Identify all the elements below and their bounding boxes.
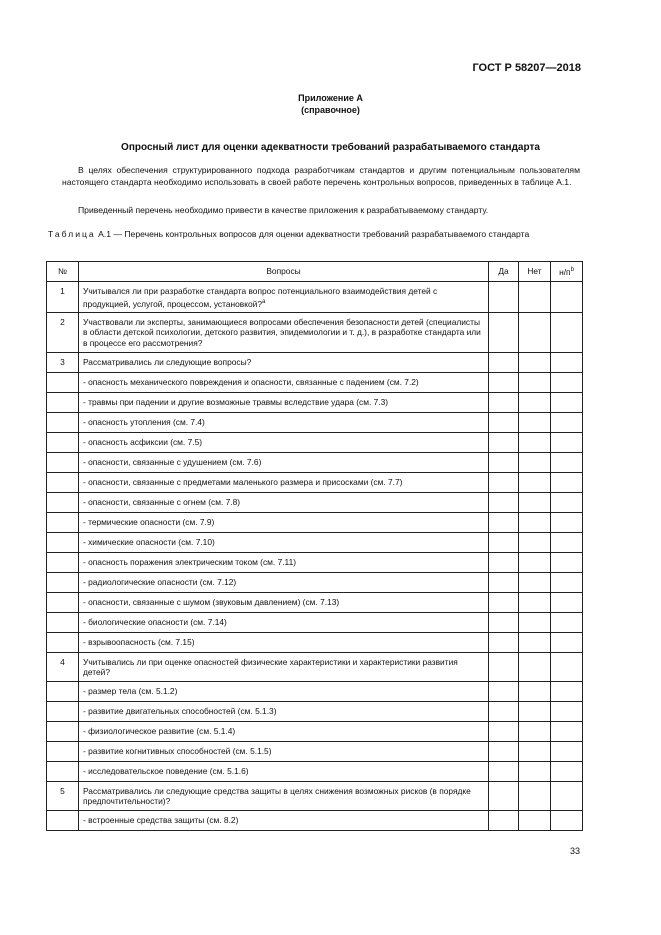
row-question: - взрывоопасность (см. 7.15): [79, 632, 489, 652]
row-question: - термические опасности (см. 7.9): [79, 512, 489, 532]
checklist-table: [46, 261, 583, 831]
row-question: - химические опасности (см. 7.10): [79, 532, 489, 552]
answer-cell-yes[interactable]: [489, 701, 519, 721]
table-row: [47, 412, 583, 432]
table-row: [47, 741, 583, 761]
appendix-heading: [0, 92, 661, 116]
answer-cell-yes[interactable]: [489, 412, 519, 432]
row-number: [47, 681, 79, 701]
table-row: [47, 392, 583, 412]
answer-cell-no[interactable]: [519, 721, 551, 741]
row-question: - радиологические опасности (см. 7.12): [79, 572, 489, 592]
row-question: - развитие двигательных способностей (см. 5.1.3): [79, 701, 489, 721]
answer-cell-yes[interactable]: [489, 592, 519, 612]
answer-cell-yes[interactable]: [489, 452, 519, 472]
table-row: [47, 761, 583, 781]
answer-cell-yes[interactable]: [489, 741, 519, 761]
row-question: Рассматривались ли следующие вопросы?: [79, 352, 489, 372]
answer-cell-na[interactable]: [551, 810, 583, 830]
row-number: [47, 592, 79, 612]
intro-paragraph-2: Приведенный перечень необходимо привести в качестве приложения к разрабатываемому стандарту.: [78, 205, 489, 215]
row-question: Учитывался ли при разработке стандарта вопрос потенциального взаимодействия детей с продукцией, услугой, процессом, установкой?$^a$: [79, 282, 489, 313]
row-number: [47, 432, 79, 452]
answer-cell-no[interactable]: [519, 741, 551, 761]
answer-cell-no[interactable]: [519, 512, 551, 532]
answer-cell-no[interactable]: [519, 552, 551, 572]
row-question: Учитывались ли при оценке опасностей физические характеристики и характеристики развития детей?: [79, 652, 489, 681]
table-row: [47, 282, 583, 313]
answer-cell-no[interactable]: [519, 372, 551, 392]
answer-cell-na[interactable]: [551, 652, 583, 681]
answer-cell-yes[interactable]: [489, 532, 519, 552]
table-row: [47, 810, 583, 830]
answer-cell-no[interactable]: [519, 392, 551, 412]
table-row: [47, 312, 583, 352]
row-number: [47, 572, 79, 592]
table-row: [47, 701, 583, 721]
table-row: [47, 432, 583, 452]
answer-cell-no[interactable]: [519, 592, 551, 612]
row-question: - опасности, связанные с предметами маленького размера и присосками (см. 7.7): [79, 472, 489, 492]
answer-cell-no[interactable]: [519, 312, 551, 352]
answer-cell-no[interactable]: [519, 781, 551, 810]
row-question: - опасность поражения электрическим током (см. 7.11): [79, 552, 489, 572]
answer-cell-na[interactable]: [551, 741, 583, 761]
row-question: - травмы при падении и другие возможные травмы вследствие удара (см. 7.3): [79, 392, 489, 412]
table-row: [47, 612, 583, 632]
row-question: - размер тела (см. 5.1.2): [79, 681, 489, 701]
table-row: [47, 492, 583, 512]
answer-cell-na[interactable]: [551, 392, 583, 412]
row-question: - опасности, связанные с шумом (звуковым давлением) (см. 7.13): [79, 592, 489, 612]
row-number: 5: [47, 781, 79, 810]
answer-cell-na[interactable]: [551, 452, 583, 472]
row-number: [47, 452, 79, 472]
table-header-row: [47, 262, 583, 282]
row-question: - развитие когнитивных способностей (см. 5.1.5): [79, 741, 489, 761]
answer-cell-no[interactable]: [519, 282, 551, 313]
table-row: [47, 552, 583, 572]
table-row: [47, 652, 583, 681]
appendix-title: Приложение А: [298, 93, 363, 103]
row-question: Участвовали ли эксперты, занимающиеся вопросами обеспечения безопасности детей (специалисты в области детской психологии, детского развития, эпидемиологии и т. д.), в разработке стандарта или в процессе его рассмотрения?: [79, 312, 489, 352]
row-number: 3: [47, 352, 79, 372]
answer-cell-no[interactable]: [519, 701, 551, 721]
answer-cell-na[interactable]: [551, 372, 583, 392]
answer-cell-no[interactable]: [519, 632, 551, 652]
answer-cell-no[interactable]: [519, 352, 551, 372]
answer-cell-na[interactable]: [551, 282, 583, 313]
answer-cell-yes[interactable]: [489, 282, 519, 313]
answer-cell-na[interactable]: [551, 552, 583, 572]
table-caption-prefix: Таблица: [48, 229, 96, 239]
answer-cell-na[interactable]: [551, 612, 583, 632]
table-row: [47, 452, 583, 472]
row-number: [47, 810, 79, 830]
row-question: Рассматривались ли следующие средства защиты в целях снижения возможных рисков (в порядке предпочтительности)?: [79, 781, 489, 810]
answer-cell-yes[interactable]: [489, 372, 519, 392]
row-number: [47, 761, 79, 781]
answer-cell-na[interactable]: [551, 721, 583, 741]
row-number: 2: [47, 312, 79, 352]
answer-cell-na[interactable]: [551, 781, 583, 810]
answer-cell-yes[interactable]: [489, 781, 519, 810]
table-row: [47, 572, 583, 592]
answer-cell-no[interactable]: [519, 681, 551, 701]
answer-cell-yes[interactable]: [489, 721, 519, 741]
row-number: [47, 532, 79, 552]
answer-cell-no[interactable]: [519, 652, 551, 681]
answer-cell-no[interactable]: [519, 432, 551, 452]
table-row: [47, 372, 583, 392]
answer-cell-na[interactable]: [551, 312, 583, 352]
table-caption: [48, 229, 583, 241]
answer-cell-na[interactable]: [551, 592, 583, 612]
page-number: 33: [569, 846, 580, 856]
answer-cell-no[interactable]: [519, 412, 551, 432]
table-row: [47, 532, 583, 552]
answer-cell-na[interactable]: [551, 572, 583, 592]
table-row: [47, 512, 583, 532]
row-number: [47, 552, 79, 572]
answer-cell-na[interactable]: [551, 681, 583, 701]
row-number: [47, 412, 79, 432]
document-code: ГОСТ Р 58207—2018: [472, 62, 581, 74]
answer-cell-yes[interactable]: [489, 432, 519, 452]
answer-cell-yes[interactable]: [489, 492, 519, 512]
table-row: [47, 352, 583, 372]
header-num: №: [47, 262, 79, 282]
answer-cell-yes[interactable]: [489, 572, 519, 592]
answer-cell-na[interactable]: [551, 432, 583, 452]
header-na: $н/п^b$: [551, 262, 583, 282]
answer-cell-no[interactable]: [519, 612, 551, 632]
row-number: 1: [47, 282, 79, 313]
table-row: [47, 632, 583, 652]
document-title: Опросный лист для оценки адекватности требований разрабатываемого стандарта: [121, 142, 540, 153]
header-no: Нет: [519, 262, 551, 282]
answer-cell-yes[interactable]: [489, 352, 519, 372]
answer-cell-yes[interactable]: [489, 552, 519, 572]
intro-paragraph-1: В целях обеспечения структурированного подхода разработчикам стандартов и другим потенциальным пользователям настоящего стандарта необходимо использовать в своей работе перечень контрольных вопросов, приведенных в таблице А.1.: [62, 165, 580, 187]
table-row: [47, 781, 583, 810]
row-number: [47, 472, 79, 492]
answer-cell-no[interactable]: [519, 761, 551, 781]
answer-cell-no[interactable]: [519, 452, 551, 472]
answer-cell-no[interactable]: [519, 492, 551, 512]
row-question: - опасности, связанные с удушением (см. 7.6): [79, 452, 489, 472]
row-number: 4: [47, 652, 79, 681]
row-number: [47, 492, 79, 512]
answer-cell-na[interactable]: [551, 532, 583, 552]
row-question: - опасности, связанные с огнем (см. 7.8): [79, 492, 489, 512]
answer-cell-na[interactable]: [551, 761, 583, 781]
row-number: [47, 512, 79, 532]
footnote-marker: a: [262, 298, 266, 305]
answer-cell-yes[interactable]: [489, 612, 519, 632]
row-number: [47, 632, 79, 652]
row-number: [47, 701, 79, 721]
table-row: [47, 472, 583, 492]
row-number: [47, 612, 79, 632]
row-number: [47, 372, 79, 392]
row-question: - встроенные средства защиты (см. 8.2): [79, 810, 489, 830]
answer-cell-na[interactable]: [551, 412, 583, 432]
row-question: - опасность механического повреждения и опасности, связанные с падением (см. 7.2): [79, 372, 489, 392]
answer-cell-na[interactable]: [551, 472, 583, 492]
row-question: - опасность асфиксии (см. 7.5): [79, 432, 489, 452]
answer-cell-na[interactable]: [551, 701, 583, 721]
row-question: - физиологическое развитие (см. 5.1.4): [79, 721, 489, 741]
answer-cell-yes[interactable]: [489, 512, 519, 532]
answer-cell-na[interactable]: [551, 632, 583, 652]
header-questions: Вопросы: [79, 262, 489, 282]
answer-cell-no[interactable]: [519, 532, 551, 552]
answer-cell-yes[interactable]: [489, 472, 519, 492]
answer-cell-yes[interactable]: [489, 810, 519, 830]
row-question: - исследовательское поведение (см. 5.1.6): [79, 761, 489, 781]
answer-cell-yes[interactable]: [489, 761, 519, 781]
answer-cell-yes[interactable]: [489, 652, 519, 681]
row-number: [47, 741, 79, 761]
row-question: - биологические опасности (см. 7.14): [79, 612, 489, 632]
row-question: - опасность утопления (см. 7.4): [79, 412, 489, 432]
table-row: [47, 681, 583, 701]
answer-cell-na[interactable]: [551, 512, 583, 532]
header-yes: Да: [489, 262, 519, 282]
appendix-type: (справочное): [301, 105, 360, 115]
answer-cell-na[interactable]: [551, 492, 583, 512]
table-body: [47, 282, 583, 831]
row-number: [47, 392, 79, 412]
table-row: [47, 592, 583, 612]
answer-cell-no[interactable]: [519, 810, 551, 830]
header-na-footnote: b: [570, 267, 574, 274]
answer-cell-yes[interactable]: [489, 312, 519, 352]
answer-cell-no[interactable]: [519, 472, 551, 492]
table-row: [47, 721, 583, 741]
answer-cell-na[interactable]: [551, 352, 583, 372]
answer-cell-yes[interactable]: [489, 632, 519, 652]
row-number: [47, 721, 79, 741]
answer-cell-yes[interactable]: [489, 681, 519, 701]
table-caption-text: А.1 — Перечень контрольных вопросов для оценки адекватности требований разрабатываемого стандарта: [98, 229, 530, 239]
answer-cell-no[interactable]: [519, 572, 551, 592]
answer-cell-yes[interactable]: [489, 392, 519, 412]
